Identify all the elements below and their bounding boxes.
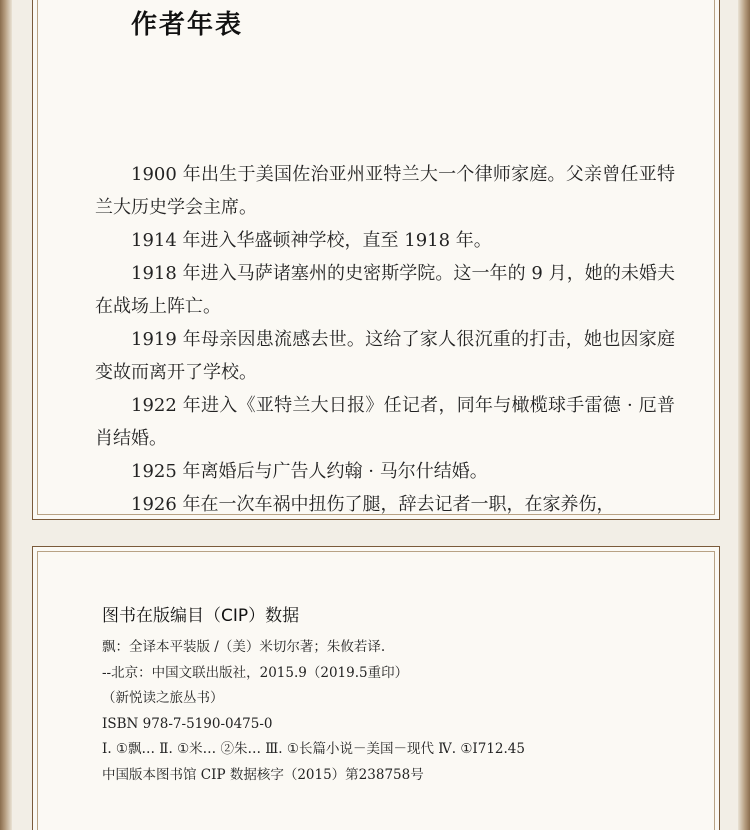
left-book-edge: [0, 0, 12, 830]
chronology-title: 作者年表: [131, 10, 244, 40]
chronology-entry: 1914 年进入华盛顿神学校，直至 1918 年。: [131, 230, 492, 251]
right-book-edge: [738, 0, 750, 830]
cip-classification-line: Ⅰ. ①飘… Ⅱ. ①米… ②朱… Ⅲ. ①长篇小说－美国－现代 Ⅳ. ①I712.45: [102, 741, 525, 757]
cip-panel: [32, 546, 720, 830]
chronology-panel: [32, 0, 720, 520]
chronology-entry: 1918 年进入马萨诸塞州的史密斯学院。这一年的 9 月，她的未婚夫在战场上阵亡。: [95, 263, 675, 317]
chronology-entry: 1919 年母亲因患流感去世。这给了家人很沉重的打击，她也因家庭变故而离开了学校。: [95, 329, 675, 383]
chronology-entry: 1900 年出生于美国佐治亚州亚特兰大一个律师家庭。父亲曾任亚特兰大历史学会主席。: [95, 164, 675, 218]
cip-block: [102, 603, 702, 788]
chronology-entry: 1926 年在一次车祸中扭伤了腿，辞去记者一职，在家养伤，: [131, 494, 615, 515]
cip-series-line: （新悦读之旅丛书）: [102, 690, 224, 706]
chronology-entry: 1922 年进入《亚特兰大日报》任记者，同年与橄榄球手雷德 · 厄普肖结婚。: [95, 395, 675, 449]
cip-publisher-line: --北京：中国文联出版社，2015.9（2019.5重印）: [102, 664, 409, 681]
cip-heading: 图书在版编目（CIP）数据: [102, 606, 300, 626]
cip-isbn-line: ISBN 978-7-5190-0475-0: [102, 715, 273, 732]
chronology-entries: [95, 158, 675, 520]
cip-record-line: 中国版本图书馆 CIP 数据核字（2015）第238758号: [102, 766, 424, 783]
chronology-entry: 1925 年离婚后与广告人约翰 · 马尔什结婚。: [131, 461, 488, 482]
cip-title-line: 飘：全译本平装版 /（美）米切尔著；朱攸若译.: [102, 639, 386, 655]
